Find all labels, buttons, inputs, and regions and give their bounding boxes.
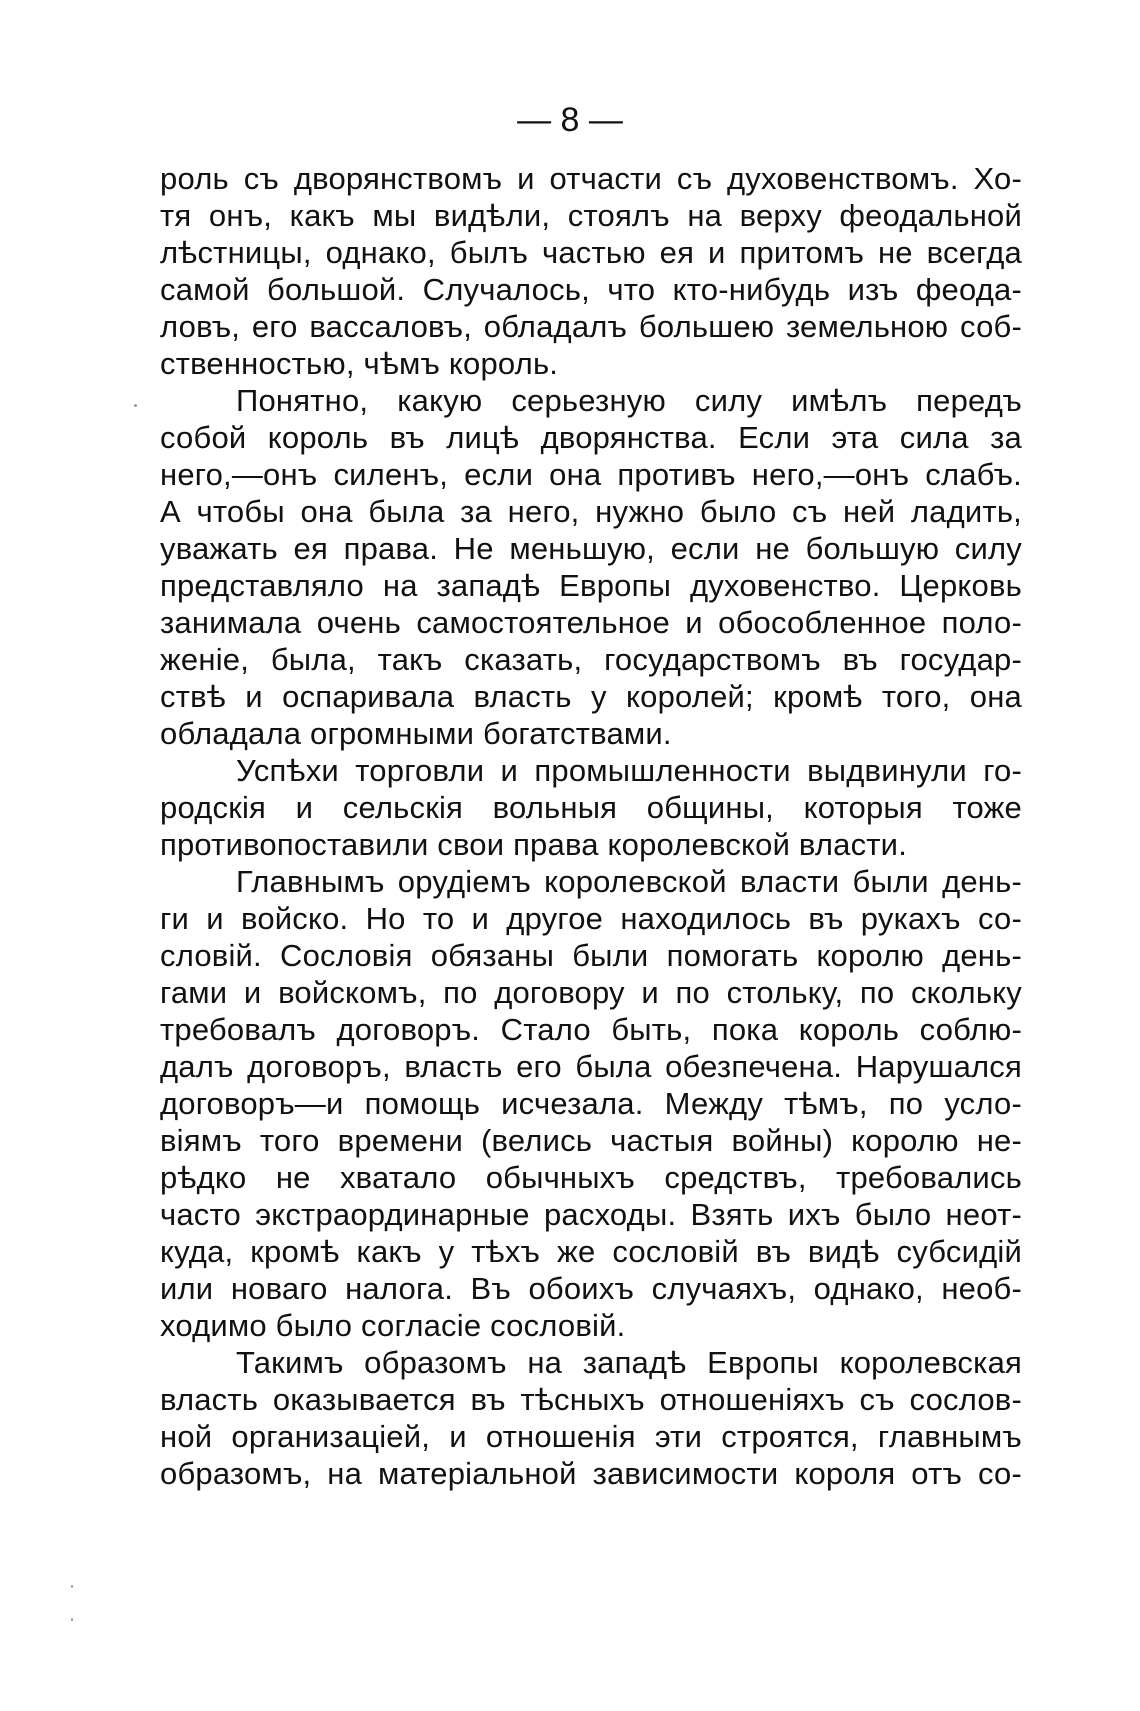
text-line: представляло на западѣ Европы духовенство. Церковь	[160, 568, 1022, 603]
text-line: рѣдко не хватало обычныхъ средствъ, требовались	[160, 1160, 1022, 1195]
paragraph	[160, 1344, 1022, 1492]
text-line: Понятно, какую серьезную силу имѣлъ передъ	[236, 383, 1022, 418]
text-line: лѣстницы, однако, былъ частью ея и притомъ не всегда	[160, 235, 1022, 270]
text-line: ги и войско. Но то и другое находилось въ рукахъ со-	[160, 901, 1022, 936]
page-body-text	[160, 160, 1022, 1492]
text-line: собой король въ лицѣ дворянства. Если эта сила за	[160, 420, 1022, 455]
text-line: часто экстраординарные расходы. Взять ихъ было неот-	[160, 1197, 1022, 1232]
text-line: куда, кромѣ какъ у тѣхъ же сословій въ видѣ субсидій	[160, 1234, 1022, 1269]
paragraph	[160, 160, 1022, 382]
print-speck	[71, 1585, 73, 1588]
print-speck	[71, 1618, 73, 1621]
text-line: власть оказывается въ тѣсныхъ отношеніяхъ съ сослов-	[160, 1382, 1022, 1417]
paragraph	[160, 382, 1022, 752]
text-line: далъ договоръ, власть его была обезпечена. Нарушался	[160, 1049, 1022, 1084]
text-line: Главнымъ орудіемъ королевской власти были день-	[236, 864, 1022, 899]
text-line: уважать ея права. Не меньшую, если не большую силу	[160, 531, 1022, 566]
text-line: женіе, была, такъ сказать, государствомъ въ государ-	[160, 642, 1022, 677]
text-line: самой большой. Случалось, что кто-нибудь изъ феода-	[160, 272, 1022, 307]
text-line: родскія и сельскія вольныя общины, которыя тоже	[160, 790, 1022, 825]
text-line: него,—онъ силенъ, если она противъ него,—онъ слабъ.	[160, 457, 1022, 492]
text-line: образомъ, на матеріальной зависимости короля отъ со-	[160, 1456, 1022, 1491]
paragraph	[160, 752, 1022, 863]
text-line: обладала огромными богатствами.	[160, 716, 672, 751]
text-line: требовалъ договоръ. Стало быть, пока король соблю-	[160, 1012, 1022, 1047]
text-line: тя онъ, какъ мы видѣли, стоялъ на верху феодальной	[160, 198, 1022, 233]
text-line: или новаго налога. Въ обоихъ случаяхъ, однако, необ-	[160, 1271, 1022, 1306]
text-line: ствѣ и оспаривала власть у королей; кромѣ того, она	[160, 679, 1022, 714]
text-line: ходимо было согласіе сословій.	[160, 1308, 626, 1343]
text-line: занимала очень самостоятельное и обособленное поло-	[160, 605, 1022, 640]
page-number: — 8 —	[517, 101, 623, 139]
text-line: ной организаціей, и отношенія эти строятся, главнымъ	[160, 1419, 1022, 1454]
paragraph	[160, 863, 1022, 1344]
print-speck	[134, 404, 137, 407]
text-line: Такимъ образомъ на западѣ Европы королевская	[236, 1345, 1022, 1380]
text-line: ственностью, чѣмъ король.	[160, 346, 559, 381]
text-line: віямъ того времени (велись частыя войны) королю не-	[160, 1123, 1022, 1158]
text-line: А чтобы она была за него, нужно было съ ней ладить,	[160, 494, 1022, 529]
text-line: договоръ—и помощь исчезала. Между тѣмъ, по усло-	[160, 1086, 1022, 1121]
text-line: гами и войскомъ, по договору и по стольку, по скольку	[160, 975, 1022, 1010]
text-line: роль съ дворянствомъ и отчасти съ духовенствомъ. Хо-	[160, 161, 1022, 196]
text-line: Успѣхи торговли и промышленности выдвинули го-	[236, 753, 1022, 788]
text-line: словій. Сословія обязаны были помогать королю день-	[160, 938, 1022, 973]
text-line: противопоставили свои права королевской власти.	[160, 827, 908, 862]
text-line: ловъ, его вассаловъ, обладалъ большею земельною соб-	[160, 309, 1022, 344]
